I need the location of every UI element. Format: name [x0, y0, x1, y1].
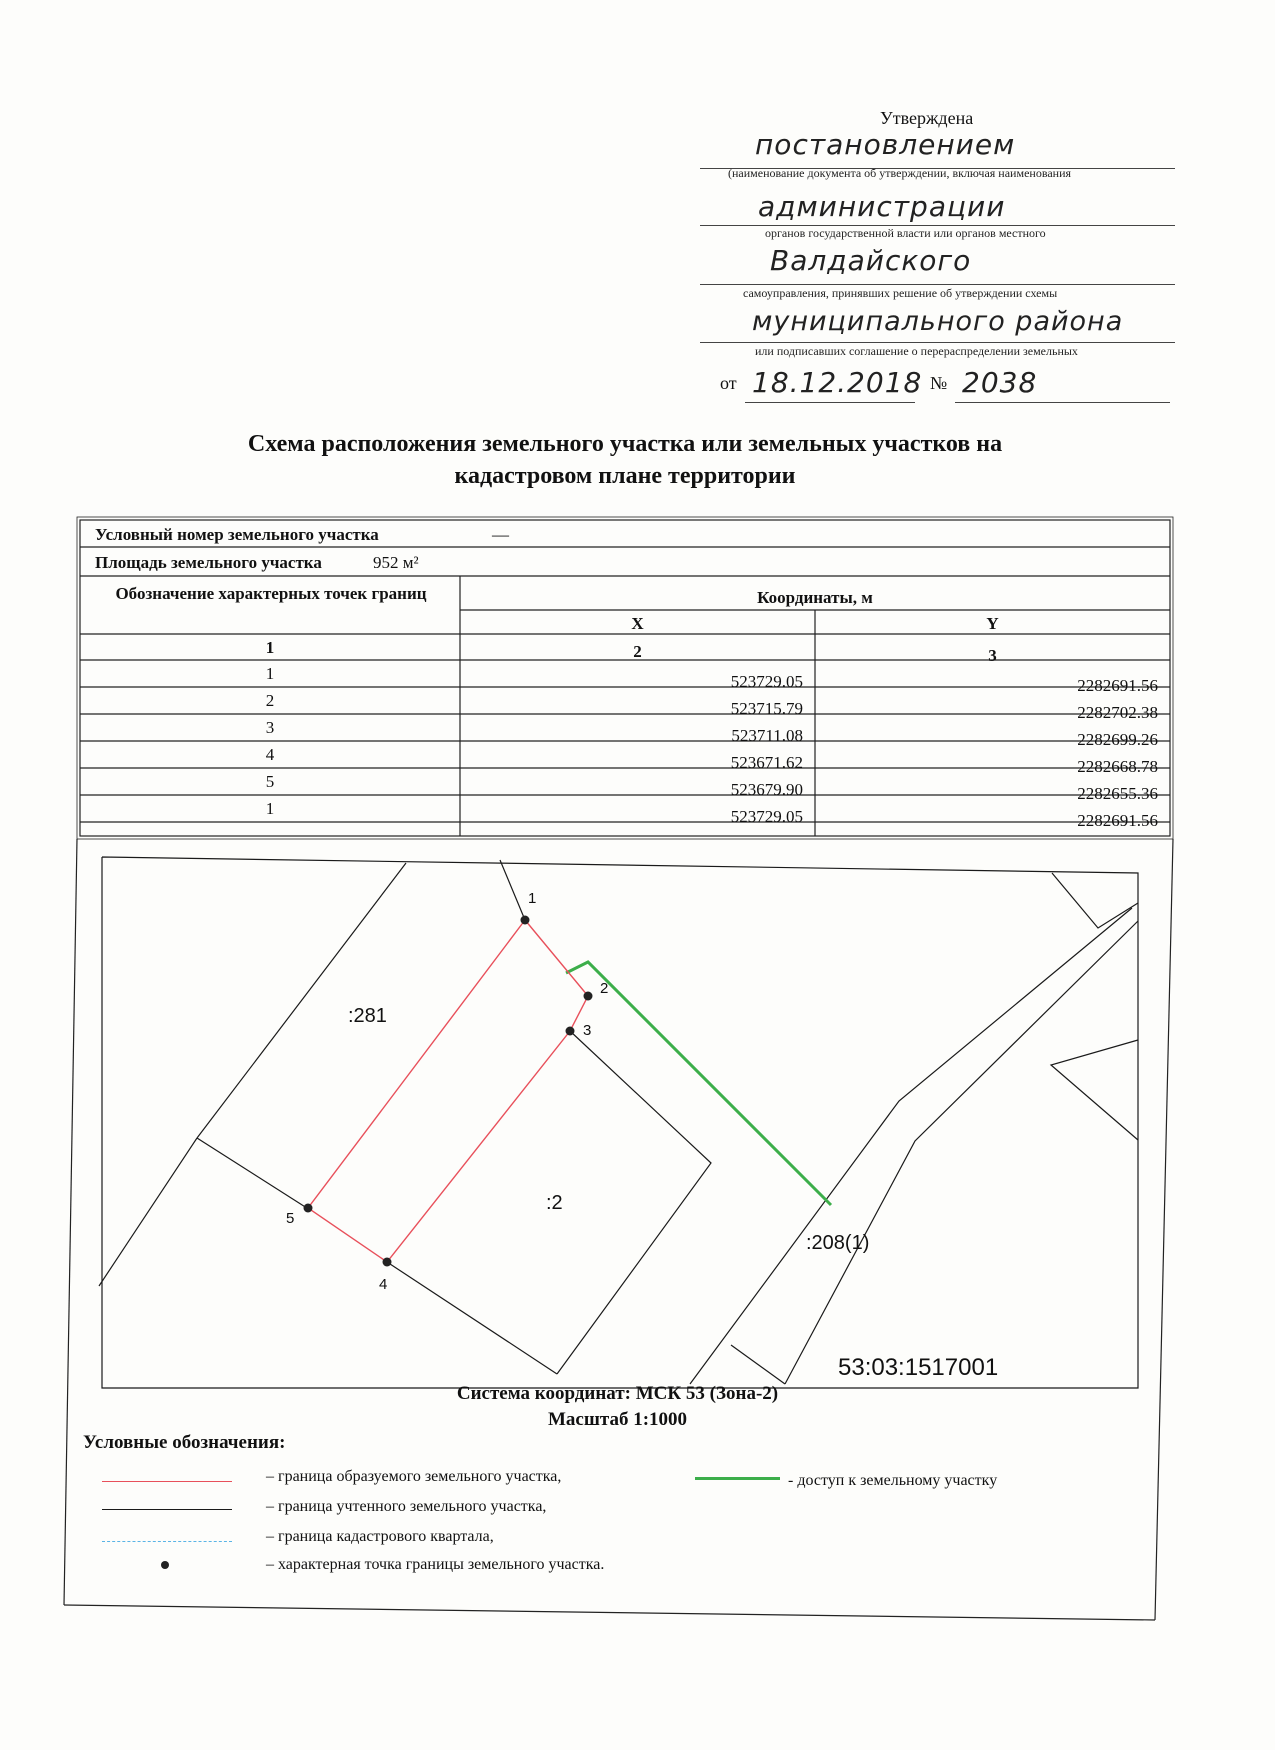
header-coordinates: Координаты, м [757, 588, 873, 607]
point-label-5: 5 [286, 1210, 295, 1227]
index-col-1: 1 [265, 638, 275, 657]
coordinate-system: Система координат: МСК 53 (Зона-2) [456, 1383, 779, 1404]
neighbor-parcel-boundary [1051, 1040, 1138, 1140]
header-y: Y [986, 614, 999, 633]
plot-number-value: — [492, 525, 509, 544]
parcel-281-boundary [99, 1138, 197, 1286]
characteristic-point-1 [521, 916, 530, 925]
legend-quarter-boundary-label: – граница кадастрового квартала, [266, 1528, 494, 1545]
row-point: 3 [265, 718, 275, 737]
legend-existing-boundary-swatch [102, 1509, 232, 1510]
row-y: 2282668.78 [1077, 757, 1158, 776]
legend-quarter-boundary-swatch [102, 1541, 232, 1542]
row-point: 1 [265, 799, 275, 818]
access-route [566, 962, 831, 1205]
row-point: 1 [265, 664, 275, 683]
header-x: X [631, 614, 644, 633]
map-scale: Масштаб 1:1000 [547, 1409, 688, 1430]
row-x: 523729.05 [730, 672, 803, 691]
row-point: 2 [265, 691, 275, 710]
caption-authority: органов государственной власти или органов местного [765, 226, 1046, 240]
legend-new-boundary-label: – граница образуемого земельного участка, [266, 1468, 562, 1485]
point-label-4: 4 [379, 1276, 388, 1293]
cadastral-quarter-label: 53:03:1517001 [838, 1354, 999, 1381]
row-y: 2282702.38 [1077, 703, 1158, 722]
caption-document-name: (наименование документа об утверждении, включая наименования [728, 166, 1072, 180]
legend-existing-boundary-label: – граница учтенного земельного участка, [266, 1498, 547, 1515]
parcel-2-boundary [557, 1031, 711, 1374]
row-y: 2282691.56 [1077, 811, 1158, 830]
row-point: 5 [265, 772, 275, 791]
parcel-label-2: :2 [546, 1192, 563, 1214]
area-label: Площадь земельного участка [95, 553, 322, 572]
handwritten-number: 2038 [962, 366, 1038, 399]
road-boundary [690, 908, 1132, 1384]
caption-agreement: или подписавших соглашение о перераспределении земельных [755, 344, 1078, 358]
legend-access-label: - доступ к земельному участку [788, 1472, 998, 1489]
row-x: 523671.62 [730, 753, 803, 772]
map-frame [102, 857, 1138, 1388]
point-label-2: 2 [600, 980, 609, 997]
title-line-1: Схема расположения земельного участка или земельных участков на [247, 431, 1003, 457]
handwritten-document-name: постановлением [755, 128, 1016, 161]
legend-access-swatch [695, 1477, 780, 1480]
legend-title: Условные обозначения: [83, 1432, 286, 1453]
row-x: 523679.90 [730, 780, 803, 799]
plot-number-label: Условный номер земельного участка [95, 525, 379, 544]
header-points: Обозначение характерных точек границ [115, 584, 427, 603]
parcel-label-281: :281 [348, 1005, 387, 1027]
handwritten-district: Валдайского [770, 244, 972, 277]
index-col-2: 2 [633, 642, 642, 661]
road-boundary [785, 921, 1138, 1384]
title-line-2: кадастровом плане территории [454, 463, 796, 489]
caption-self-government: самоуправления, принявших решение об утверждении схемы [743, 286, 1058, 300]
number-prefix: № [930, 373, 948, 393]
neighbor-parcel-boundary [1052, 873, 1138, 928]
parcel-281-boundary [197, 863, 406, 1138]
parcel-281-boundary [197, 1138, 310, 1210]
row-y: 2282699.26 [1077, 730, 1158, 749]
row-y: 2282655.36 [1077, 784, 1158, 803]
handwritten-authority: администрации [758, 190, 1006, 223]
date-prefix: от [720, 373, 737, 393]
legend-point-label: – характерная точка границы земельного участка. [266, 1556, 605, 1573]
parcel-2-boundary [387, 1262, 557, 1374]
point-label-3: 3 [583, 1022, 592, 1039]
index-col-3: 3 [988, 646, 997, 665]
parcel-label-208: :208(1) [806, 1232, 870, 1254]
legend-new-boundary-swatch [102, 1481, 232, 1482]
characteristic-point-4 [383, 1258, 392, 1267]
area-value: 952 м² [373, 553, 419, 572]
row-x: 523711.08 [731, 726, 803, 745]
row-point: 4 [265, 745, 275, 764]
characteristic-point-3 [566, 1027, 575, 1036]
road-boundary [731, 1345, 785, 1384]
characteristic-point-2 [584, 992, 593, 1001]
row-x: 523729.05 [730, 807, 803, 826]
row-y: 2282691.56 [1077, 676, 1158, 695]
approval-heading: Утверждена [880, 108, 974, 128]
parcel-281-boundary [500, 860, 525, 920]
legend-point-swatch [161, 1561, 169, 1569]
handwritten-municipal: муниципального района [752, 306, 1124, 337]
row-x: 523715.79 [730, 699, 803, 718]
characteristic-point-5 [304, 1204, 313, 1213]
point-label-1: 1 [528, 890, 537, 907]
handwritten-date: 18.12.2018 [752, 366, 923, 399]
